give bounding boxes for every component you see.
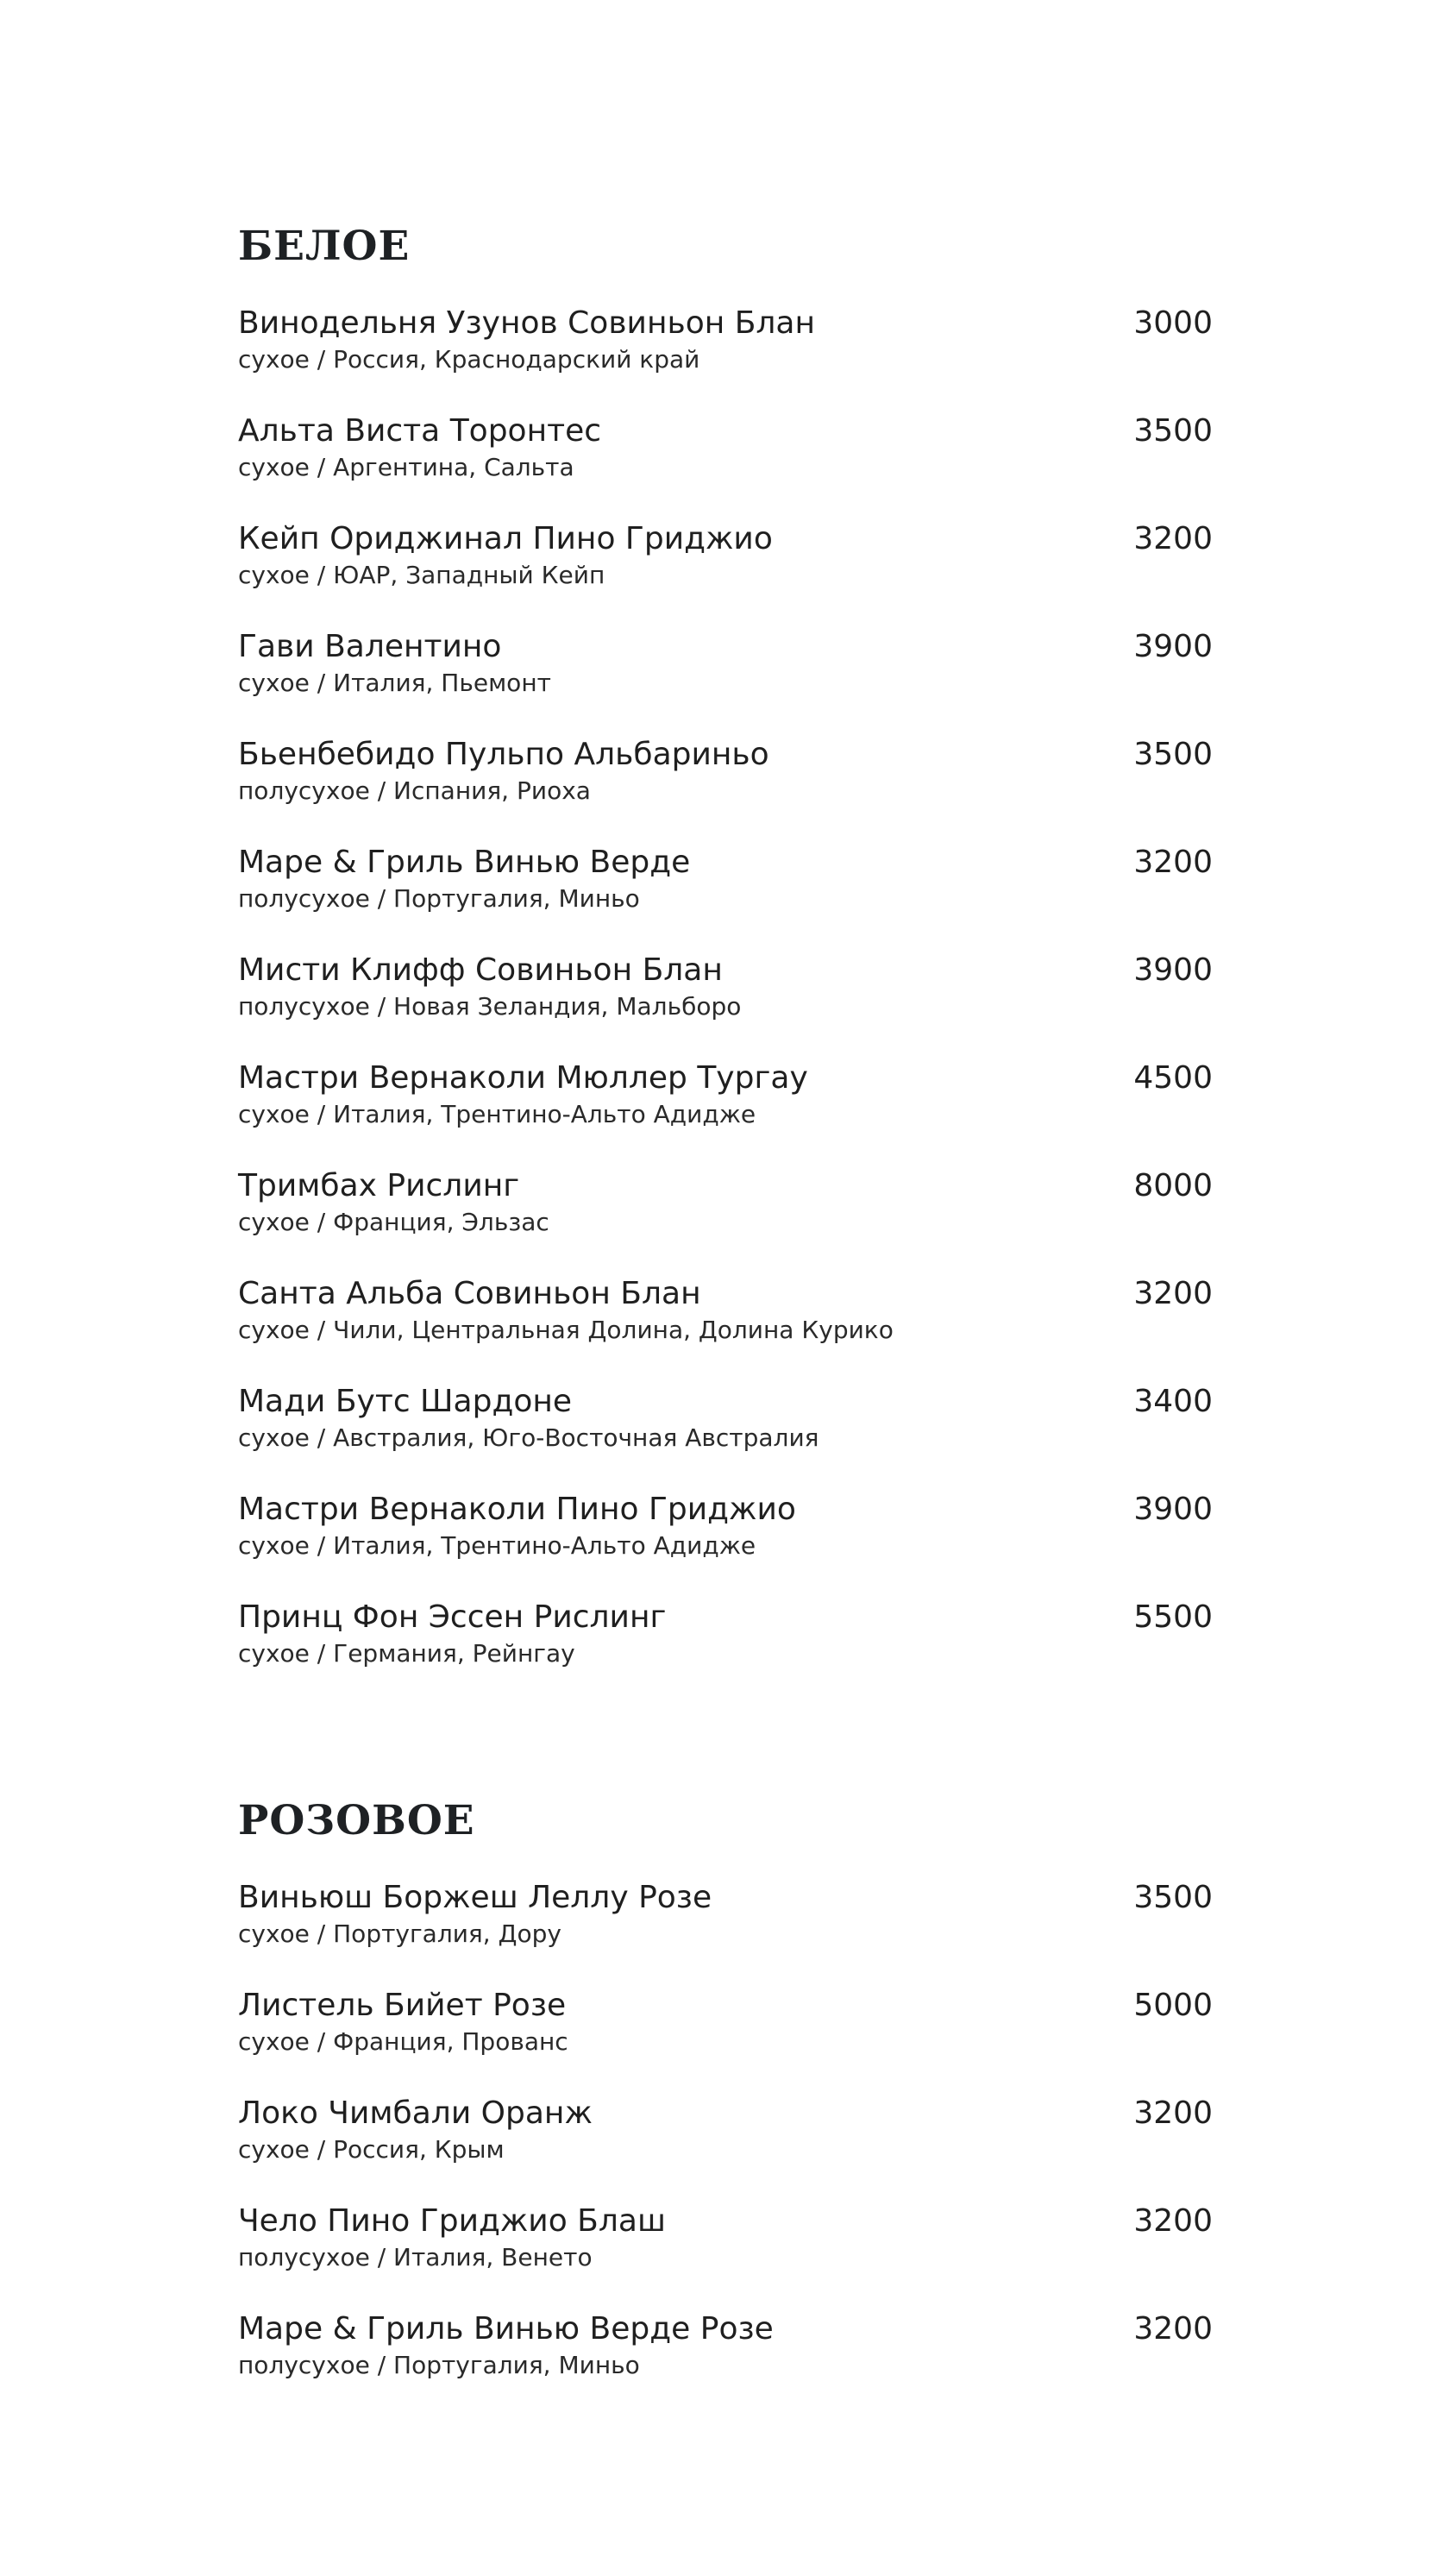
wine-description: сухое / Италия, Трентино-Альто Адидже: [238, 1100, 756, 1128]
wine-description: сухое / Португалия, Дору: [238, 1919, 561, 1948]
wine-name: Тримбах Рислинг: [238, 1168, 520, 1203]
wine-item: [238, 305, 1213, 382]
wine-price: 3200: [1133, 2203, 1213, 2239]
wine-item: [238, 1987, 1213, 2064]
wine-description: сухое / Аргентина, Сальта: [238, 453, 574, 481]
wine-name: Локо Чимбали Оранж: [238, 2095, 593, 2131]
wine-item: [238, 2202, 1213, 2280]
wine-price: 3200: [1133, 845, 1213, 880]
wine-item: [238, 412, 1213, 490]
wine-price: 3900: [1133, 952, 1213, 988]
wine-name: Мастри Вернаколи Пино Гриджио: [238, 1492, 796, 1527]
wine-price: 3900: [1133, 629, 1213, 664]
wine-name: Виньюш Боржеш Леллу Розе: [238, 1880, 712, 1915]
wine-description: полусухое / Испания, Риоха: [238, 776, 591, 805]
wine-description: полусухое / Италия, Венето: [238, 2243, 593, 2271]
wine-item: [238, 2095, 1213, 2172]
wine-price: 3200: [1133, 521, 1213, 556]
wine-description: полусухое / Новая Зеландия, Мальборо: [238, 992, 742, 1021]
wine-item: [238, 1879, 1213, 1957]
wine-price: 3200: [1133, 2311, 1213, 2347]
wine-price: 5000: [1133, 1988, 1213, 2023]
wine-item: [238, 1383, 1213, 1461]
wine-price: 8000: [1133, 1168, 1213, 1203]
wine-description: сухое / Италия, Трентино-Альто Адидже: [238, 1531, 756, 1560]
wine-price: 5500: [1133, 1599, 1213, 1635]
wine-description: полусухое / Португалия, Миньо: [238, 884, 640, 913]
wine-price: 3200: [1133, 2095, 1213, 2131]
wine-item: [238, 844, 1213, 921]
wine-price: 3500: [1133, 1880, 1213, 1915]
wine-name: Принц Фон Эссен Рислинг: [238, 1599, 667, 1635]
wine-item: [238, 2310, 1213, 2388]
wine-name: Маре & Гриль Винью Верде Розе: [238, 2311, 774, 2347]
wine-description: сухое / Австралия, Юго-Восточная Австралия: [238, 1423, 819, 1452]
wine-description: сухое / Франция, Прованс: [238, 2027, 568, 2056]
section-title-rose: РОЗОВОЕ: [238, 1797, 475, 1844]
wine-price: 3500: [1133, 413, 1213, 449]
wine-name: Гави Валентино: [238, 629, 502, 664]
wine-price: 3200: [1133, 1276, 1213, 1311]
wine-name: Чело Пино Гриджио Блаш: [238, 2203, 666, 2239]
wine-description: полусухое / Португалия, Миньо: [238, 2351, 640, 2379]
wine-name: Мисти Клифф Совиньон Блан: [238, 952, 723, 988]
wine-item: [238, 628, 1213, 706]
wine-item: [238, 1167, 1213, 1245]
wine-name: Альта Виста Торонтес: [238, 413, 602, 449]
wine-name: Мастри Вернаколи Мюллер Тургау: [238, 1060, 808, 1096]
section-title-white: БЕЛОЕ: [238, 223, 411, 270]
wine-name: Санта Альба Совиньон Блан: [238, 1276, 701, 1311]
wine-item: [238, 520, 1213, 598]
wine-item: [238, 1275, 1213, 1353]
wine-item: [238, 1059, 1213, 1137]
wine-price: 3900: [1133, 1492, 1213, 1527]
wine-description: сухое / Чили, Центральная Долина, Долина Курико: [238, 1316, 894, 1344]
wine-name: Кейп Ориджинал Пино Гриджио: [238, 521, 773, 556]
wine-description: сухое / Франция, Эльзас: [238, 1208, 549, 1236]
wine-item: [238, 1491, 1213, 1568]
wine-item: [238, 952, 1213, 1029]
wine-price: 3400: [1133, 1384, 1213, 1419]
wine-description: сухое / Италия, Пьемонт: [238, 669, 551, 697]
wine-name: Мади Бутс Шардоне: [238, 1384, 573, 1419]
wine-description: сухое / Германия, Рейнгау: [238, 1639, 575, 1668]
wine-name: Винодельня Узунов Совиньон Блан: [238, 305, 816, 341]
wine-price: 3000: [1133, 305, 1213, 341]
wine-price: 3500: [1133, 737, 1213, 772]
wine-description: сухое / Россия, Крым: [238, 2135, 505, 2164]
wine-name: Бьенбебидо Пульпо Альбариньо: [238, 737, 769, 772]
wine-item: [238, 736, 1213, 814]
wine-name: Маре & Гриль Винью Верде: [238, 845, 691, 880]
wine-item: [238, 1599, 1213, 1676]
wine-price: 4500: [1133, 1060, 1213, 1096]
wine-name: Листель Бийет Розе: [238, 1988, 567, 2023]
wine-description: сухое / Россия, Краснодарский край: [238, 345, 700, 374]
wine-description: сухое / ЮАР, Западный Кейп: [238, 561, 605, 589]
